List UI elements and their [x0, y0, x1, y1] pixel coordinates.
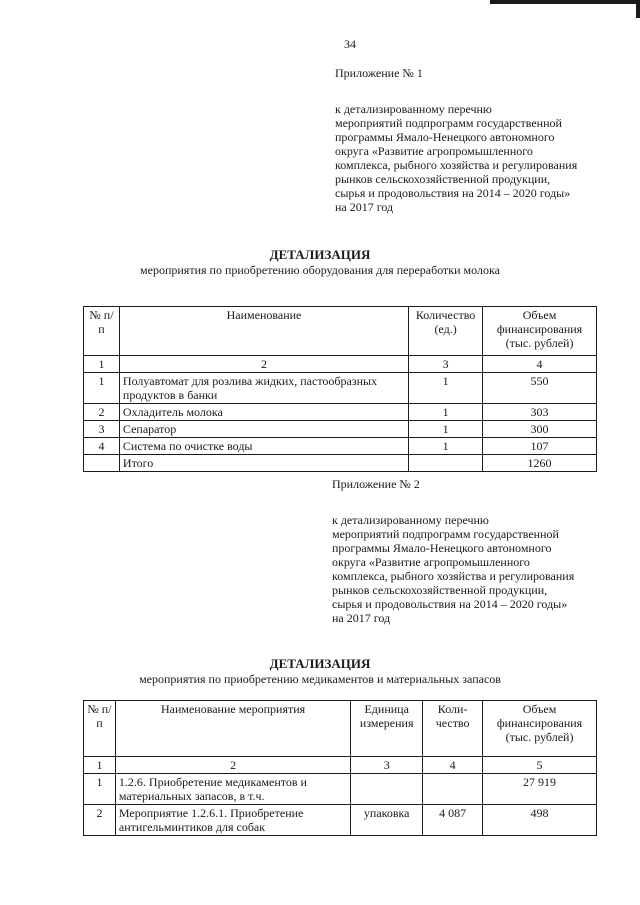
header-num: № п/п — [84, 307, 120, 356]
page-number: 34 — [344, 37, 356, 51]
appendix-2-line: на 2017 год — [332, 611, 391, 625]
table-row — [84, 404, 597, 421]
appendix-1-block — [335, 66, 605, 214]
table-row — [84, 421, 597, 438]
row-name: Охладитель молока — [119, 404, 408, 421]
equipment-table — [83, 306, 597, 472]
appendix-2-block — [332, 477, 602, 625]
column-number-row — [84, 356, 597, 373]
appendix-1-line: комплекса, рыбного хозяйства и регулирования — [335, 158, 578, 172]
header-num: № п/п — [84, 701, 116, 757]
row-amount: 300 — [483, 421, 597, 438]
total-label: Итого — [119, 455, 408, 472]
row-amount: 303 — [483, 404, 597, 421]
row-amount: 550 — [483, 373, 597, 404]
col-number: 3 — [409, 356, 483, 373]
col-number: 2 — [119, 356, 408, 373]
medicine-table — [83, 700, 597, 836]
appendix-2-title: Приложение № 2 — [332, 477, 420, 491]
row-qty: 1 — [409, 438, 483, 455]
col-number: 4 — [423, 757, 483, 774]
scan-border-mark — [636, 0, 640, 18]
appendix-1-line: сырья и продовольствия на 2014 – 2020 годы» — [335, 186, 571, 200]
row-unit: упаковка — [351, 805, 423, 836]
appendix-2-line: программы Ямало-Ненецкого автономного — [332, 541, 552, 555]
appendix-2-line: рынков сельскохозяйственной продукции, — [332, 583, 548, 597]
appendix-2-line: округа «Развитие агропромышленного — [332, 555, 530, 569]
row-num: 2 — [84, 404, 120, 421]
section-2-subtitle: мероприятия по приобретению медикаментов и материальных запасов — [139, 672, 501, 686]
appendix-2-line: к детализированному перечню — [332, 513, 489, 527]
section-2-heading — [0, 656, 640, 686]
row-name: Система по очистке воды — [119, 438, 408, 455]
header-qty: Количество (ед.) — [409, 307, 483, 356]
scan-border-mark — [490, 0, 640, 4]
header-amount: Объем финансирования (тыс. рублей) — [483, 307, 597, 356]
header-amount: Объем финансирования (тыс. рублей) — [483, 701, 597, 757]
row-num: 2 — [84, 805, 116, 836]
row-num: 1 — [84, 373, 120, 404]
row-name: 1.2.6. Приобретение медикаментов и материальных запасов, в т.ч. — [115, 774, 350, 805]
col-number: 2 — [115, 757, 350, 774]
table-row — [84, 373, 597, 404]
appendix-1-line: мероприятий подпрограмм государственной — [335, 116, 562, 130]
row-amount: 498 — [483, 805, 597, 836]
col-number: 5 — [483, 757, 597, 774]
row-qty: 1 — [409, 421, 483, 438]
section-2-title: ДЕТАЛИЗАЦИЯ — [269, 656, 371, 671]
total-amount: 1260 — [483, 455, 597, 472]
appendix-2-line: комплекса, рыбного хозяйства и регулирования — [332, 569, 575, 583]
section-1-subtitle: мероприятия по приобретению оборудования для переработки молока — [140, 263, 500, 277]
appendix-1-line: рынков сельскохозяйственной продукции, — [335, 172, 551, 186]
col-number: 1 — [84, 757, 116, 774]
table-row — [84, 805, 597, 836]
row-num: 1 — [84, 774, 116, 805]
section-1-heading — [0, 247, 640, 277]
row-qty: 4 087 — [423, 805, 483, 836]
appendix-1-title: Приложение № 1 — [335, 66, 423, 80]
header-unit: Единица измерения — [351, 701, 423, 757]
col-number: 3 — [351, 757, 423, 774]
row-num: 3 — [84, 421, 120, 438]
row-name: Мероприятие 1.2.6.1. Приобретение антигельминтиков для собак — [115, 805, 350, 836]
appendix-1-line: округа «Развитие агропромышленного — [335, 144, 533, 158]
header-qty: Коли-чество — [423, 701, 483, 757]
section-1-title: ДЕТАЛИЗАЦИЯ — [269, 247, 371, 262]
row-unit — [351, 774, 423, 805]
row-qty: 1 — [409, 373, 483, 404]
header-name: Наименование — [119, 307, 408, 356]
table-row — [84, 438, 597, 455]
appendix-2-line: сырья и продовольствия на 2014 – 2020 годы» — [332, 597, 568, 611]
total-empty — [409, 455, 483, 472]
row-qty: 1 — [409, 404, 483, 421]
table-header-row — [84, 307, 597, 356]
appendix-2-line: мероприятий подпрограмм государственной — [332, 527, 559, 541]
col-number: 1 — [84, 356, 120, 373]
column-number-row — [84, 757, 597, 774]
row-qty — [423, 774, 483, 805]
appendix-1-line: на 2017 год — [335, 200, 394, 214]
row-name: Сепаратор — [119, 421, 408, 438]
row-name: Полуавтомат для розлива жидких, пастообразных продуктов в банки — [119, 373, 408, 404]
appendix-1-line: программы Ямало-Ненецкого автономного — [335, 130, 555, 144]
appendix-1-line: к детализированному перечню — [335, 102, 492, 116]
row-num: 4 — [84, 438, 120, 455]
header-name: Наименование мероприятия — [115, 701, 350, 757]
total-row — [84, 455, 597, 472]
table-header-row — [84, 701, 597, 757]
total-empty — [84, 455, 120, 472]
col-number: 4 — [483, 356, 597, 373]
row-amount: 107 — [483, 438, 597, 455]
row-amount: 27 919 — [483, 774, 597, 805]
table-row — [84, 774, 597, 805]
